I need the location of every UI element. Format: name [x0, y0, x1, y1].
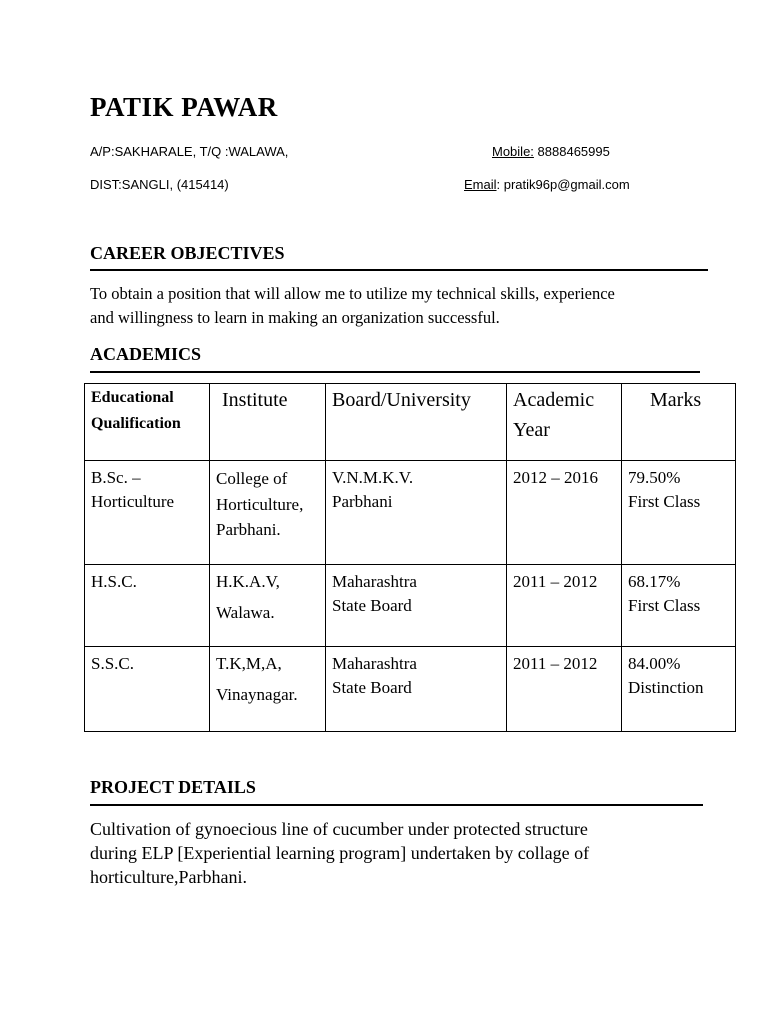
marks-cell: 84.00% Distinction	[622, 647, 736, 732]
table-row	[85, 461, 736, 565]
institute-cell: T.K,M,A, Vinaynagar.	[210, 647, 326, 732]
qualification-cell: S.S.C.	[85, 647, 210, 732]
table-row	[85, 647, 736, 732]
institute-cell: H.K.A.V, Walawa.	[210, 565, 326, 647]
section-divider	[90, 371, 700, 373]
qualification-cell: B.Sc. – Horticulture	[85, 461, 210, 565]
column-header-academic-year: Academic Year	[507, 384, 622, 461]
board-cell: V.N.M.K.V. Parbhani	[326, 461, 507, 565]
year-cell: 2011 – 2012	[507, 647, 622, 732]
project-line-1: Cultivation of gynoecious line of cucumber under protected structure	[90, 819, 588, 839]
email-contact	[464, 177, 630, 192]
project-line-3: horticulture,Parbhani.	[90, 867, 247, 887]
column-header-qualification: Educational Qualification	[85, 384, 210, 461]
mobile-contact	[492, 144, 610, 159]
column-header-board: Board/University	[326, 384, 507, 461]
column-header-marks: Marks	[622, 384, 736, 461]
career-objective-line-1: To obtain a position that will allow me to utilize my technical skills, experience	[90, 284, 615, 303]
marks-cell: 79.50% First Class	[622, 461, 736, 565]
email-label: Email	[464, 177, 497, 192]
section-divider	[90, 269, 708, 271]
mobile-value: 8888465995	[537, 144, 610, 159]
qualification-cell: H.S.C.	[85, 565, 210, 647]
year-cell: 2012 – 2016	[507, 461, 622, 565]
address-line-1: A/P:SAKHARALE, T/Q :WALAWA,	[90, 144, 289, 159]
board-cell: Maharashtra State Board	[326, 647, 507, 732]
career-objective-line-2: and willingness to learn in making an organization successful.	[90, 308, 500, 327]
email-value: : pratik96p@gmail.com	[496, 177, 630, 192]
candidate-name: PATIK PAWAR	[90, 92, 278, 122]
academics-table	[84, 383, 736, 732]
marks-cell: 68.17% First Class	[622, 565, 736, 647]
academics-heading: ACADEMICS	[90, 344, 202, 364]
institute-cell: College of Horticulture, Parbhani.	[210, 461, 326, 565]
address-line-2: DIST:SANGLI, (415414)	[90, 177, 229, 192]
project-line-2: during ELP [Experiential learning program] undertaken by collage of	[90, 843, 590, 863]
project-description	[90, 817, 589, 889]
section-divider	[90, 804, 703, 806]
table-row	[85, 565, 736, 647]
table-header-row	[85, 384, 736, 461]
career-objective-text	[90, 282, 615, 330]
mobile-label: Mobile:	[492, 144, 534, 159]
career-objectives-heading: CAREER OBJECTIVES	[90, 243, 285, 263]
column-header-institute: Institute	[210, 384, 326, 461]
year-cell: 2011 – 2012	[507, 565, 622, 647]
board-cell: Maharashtra State Board	[326, 565, 507, 647]
project-details-heading: PROJECT DETAILS	[90, 777, 256, 797]
